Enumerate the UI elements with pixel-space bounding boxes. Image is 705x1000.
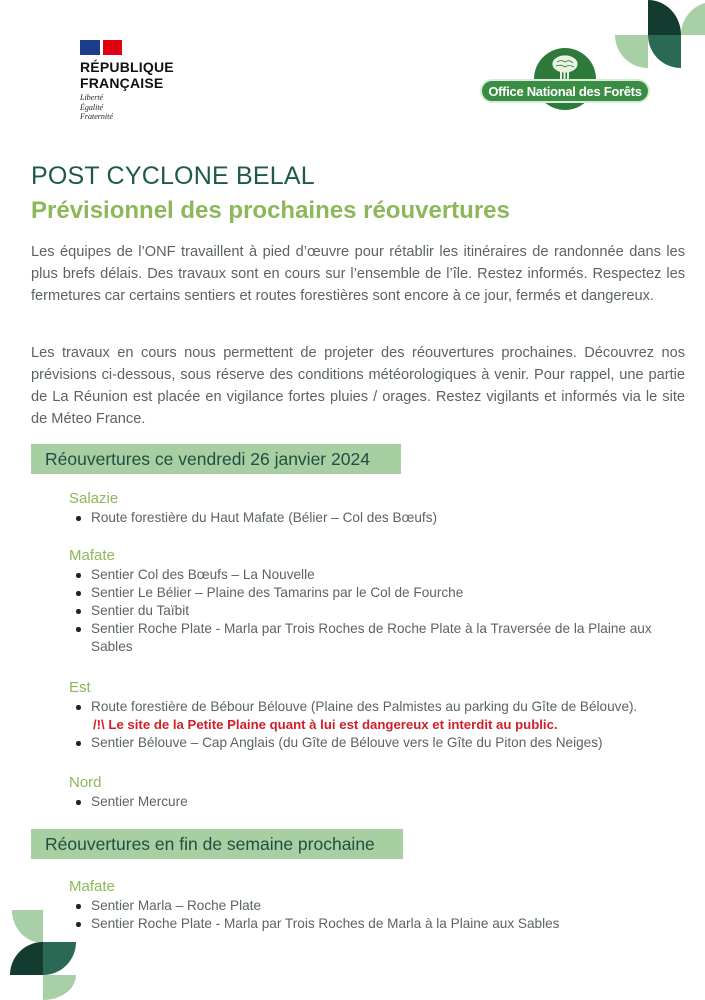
page-title: POST CYCLONE BELAL	[31, 162, 315, 190]
trail-list	[69, 509, 669, 527]
trail-list	[69, 566, 669, 656]
list-item: Sentier Roche Plate - Marla par Trois Roches de Roche Plate à la Traversée de la Plaine aux Sables	[69, 620, 669, 656]
tree-icon	[549, 54, 581, 82]
list-item: Route forestière du Haut Mafate (Bélier – Col des Bœufs)	[69, 509, 669, 527]
list-item: Sentier Col des Bœufs – La Nouvelle	[69, 566, 669, 584]
trail-list	[69, 698, 669, 752]
onf-logo-text: Office National des Forêts	[488, 83, 642, 99]
danger-warning: /!\ Le site de la Petite Plaine quant à lui est dangereux et interdit au public.	[93, 717, 558, 732]
motto-liberte: Liberté	[80, 93, 104, 102]
region-mafate	[69, 546, 669, 656]
french-flag-icon	[80, 40, 122, 55]
region-title: Mafate	[69, 878, 115, 895]
trail-list	[69, 793, 669, 811]
rf-motto	[80, 93, 190, 122]
list-item: Sentier Marla – Roche Plate	[69, 897, 669, 915]
list-item: Sentier du Taïbit	[69, 602, 669, 620]
list-item	[69, 698, 669, 734]
motto-egalite: Égalité	[80, 102, 104, 112]
section-heading-next-weekend: Réouvertures en fin de semaine prochaine	[31, 829, 403, 859]
rf-name-line2: FRANÇAISE	[80, 75, 164, 91]
region-title: Mafate	[69, 547, 115, 564]
section-heading-friday: Réouvertures ce vendredi 26 janvier 2024	[31, 444, 401, 474]
onf-logo	[480, 48, 650, 112]
republique-francaise-logo	[80, 40, 190, 122]
onf-logo-banner	[480, 79, 650, 103]
intro-paragraph-1: Les équipes de l’ONF travaillent à pied d’œuvre pour rétablir les itinéraires de randonnée dans les plus brefs délais. Des travaux sont en cours sur l’ensemble de l’île. Restez informés. Respectez les fermetures car certains sentiers et routes forestières sont encore à ce jour, fermés et dangereux.	[31, 244, 685, 304]
rf-name-line1: RÉPUBLIQUE	[80, 59, 174, 75]
region-est	[69, 678, 669, 752]
list-item: Sentier Bélouve – Cap Anglais (du Gîte de Bélouve vers le Gîte du Piton des Neiges)	[69, 734, 669, 752]
intro-paragraph-2: Les travaux en cours nous permettent de projeter des réouvertures prochaines. Découvrez nos prévisions ci-dessous, sous réserve des conditions météorologiques à venir. Pour rappel, une partie de La Réunion est placée en vigilance fortes pluies / orages. Restez vigilants et informés via le site de Méteo France.	[31, 345, 685, 427]
region-salazie	[69, 489, 669, 527]
list-item: Sentier Mercure	[69, 793, 669, 811]
list-item: Sentier Le Bélier – Plaine des Tamarins par le Col de Fourche	[69, 584, 669, 602]
leaf-decoration-bottom-left-icon	[0, 905, 80, 1000]
page-subtitle: Prévisionnel des prochaines réouvertures	[31, 197, 510, 224]
region-title: Nord	[69, 774, 102, 791]
region-title: Salazie	[69, 490, 119, 507]
region-title: Est	[69, 679, 91, 696]
list-item-text: Route forestière de Bébour Bélouve (Plaine des Palmistes au parking du Gîte de Bélouve).	[91, 699, 638, 714]
region-mafate	[69, 877, 669, 933]
motto-fraternite: Fraternité	[80, 112, 113, 121]
region-nord	[69, 773, 669, 811]
list-item: Sentier Roche Plate - Marla par Trois Roches de Marla à la Plaine aux Sables	[69, 915, 669, 933]
trail-list	[69, 897, 669, 933]
